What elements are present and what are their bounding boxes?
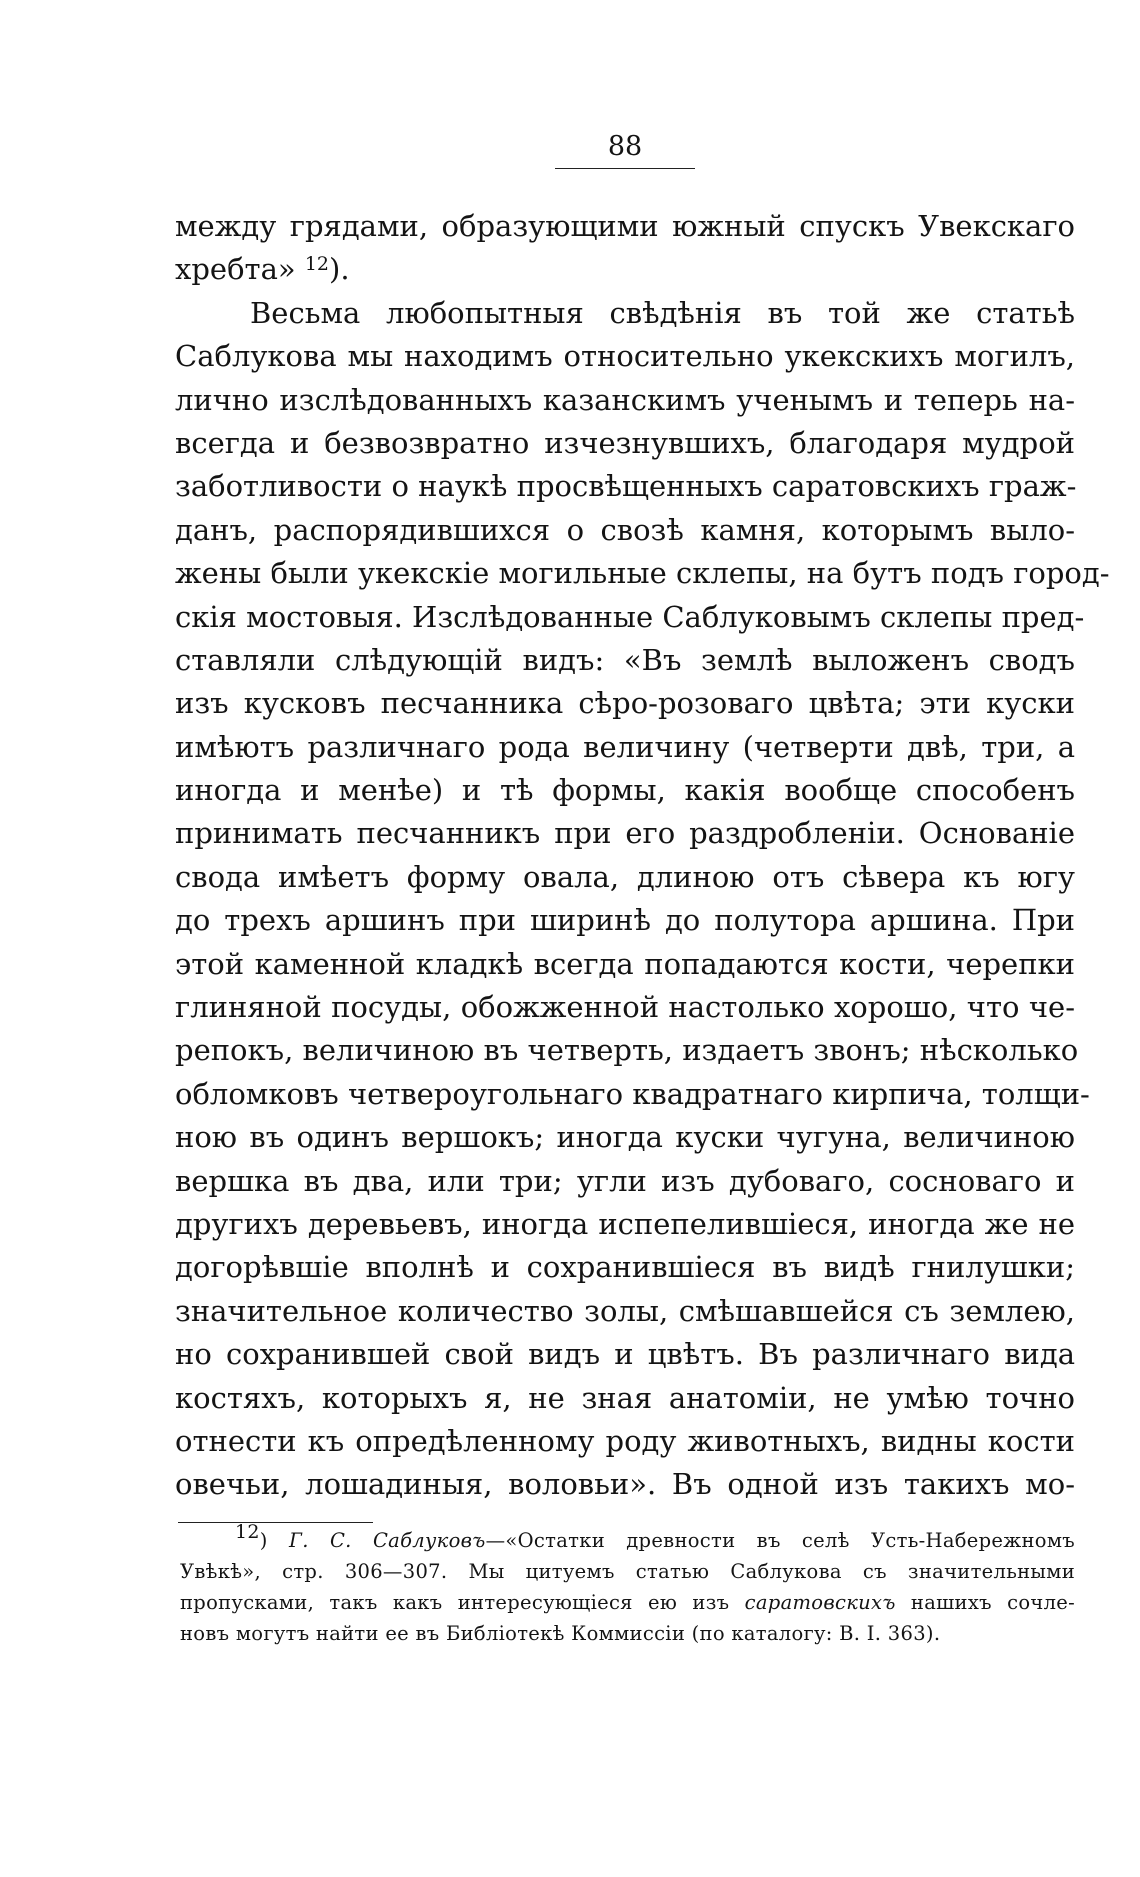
text-line: костяхъ, которыхъ я, не зная анатоміи, не умѣю точно	[175, 1380, 1075, 1415]
footnote-reference: 12	[304, 253, 330, 276]
footnote-author: Г. С. Саблуковъ	[288, 1529, 486, 1552]
text-line: всегда и безвозвратно изчезнувшихъ, благодаря мудрой	[175, 425, 1075, 460]
text-line: скія мостовыя. Изслѣдованные Саблуковымъ склепы пред-	[175, 599, 1085, 634]
text-line: жены были укекскіе могильные склепы, на бутъ подъ город-	[175, 556, 1110, 591]
text-line: свода имѣетъ форму овала, длиною отъ сѣвера къ югу	[175, 859, 1075, 894]
text-line: другихъ деревьевъ, иногда испепелившіеся, иногда же не	[175, 1206, 1075, 1241]
text-line: вершка въ два, или три; угли изъ дубоваго, сосноваго и	[175, 1163, 1075, 1198]
footnote-line: новъ могутъ найти ее въ Библіотекѣ Коммиссіи (по каталогу: В. I. 363).	[180, 1622, 941, 1645]
text-line: между грядами, образующими южный спускъ Увекскаго	[175, 209, 1075, 243]
page-number: 88	[607, 131, 643, 162]
footnote-text: пропусками, такъ какъ интересующіеся ею изъ	[180, 1591, 730, 1614]
footnote-separator	[178, 1522, 373, 1523]
footnote-number-close: )	[259, 1529, 268, 1552]
body-text	[175, 205, 1110, 1507]
text-line: изъ кусковъ песчанника сѣро-розоваго цвѣта; эти куски	[175, 686, 1075, 721]
text-line: отнести къ опредѣленному роду животныхъ, видны кости	[175, 1423, 1075, 1458]
footnote-italic-text: саратовскихъ	[744, 1591, 896, 1614]
text-line: иногда и менѣе) и тѣ формы, какія вообще способенъ	[175, 773, 1075, 808]
text-line: Весьма любопытныя свѣдѣнія въ той же статьѣ	[250, 295, 1075, 330]
text-line: данъ, распорядившихся о свозѣ камня, которымъ выло-	[175, 512, 1075, 547]
text-line: догорѣвшіе вполнѣ и сохранившіеся въ видѣ гнилушки;	[175, 1250, 1075, 1285]
text-line: заботливости о наукѣ просвѣщенныхъ саратовскихъ граж-	[175, 469, 1077, 504]
text-line: этой каменной кладкѣ всегда попадаются кости, черепки	[175, 946, 1075, 981]
text-line: ною въ одинъ вершокъ; иногда куски чугуна, величиною	[175, 1120, 1075, 1155]
text-line: значительное количество золы, смѣшавшейся съ землею,	[175, 1293, 1075, 1328]
text-line-with-footnote-ref	[175, 248, 1075, 291]
text-line: Саблукова мы находимъ относительно укекскихъ могилъ,	[175, 339, 1075, 374]
page-number-rule	[555, 168, 695, 169]
footnote-block	[180, 1521, 1076, 1649]
footnote-line	[180, 1587, 1075, 1618]
text-fragment: хребта»	[175, 252, 296, 287]
text-line: имѣютъ различнаго рода величину (четверти двѣ, три, а	[175, 729, 1075, 764]
footnote-line: Увѣкѣ», стр. 306—307. Мы цитуемъ статью Саблукова съ значительными	[180, 1560, 1075, 1583]
footnote-line	[180, 1521, 1075, 1556]
footnote-number: 12	[235, 1521, 260, 1543]
text-line: принимать песчанникъ при его раздробленіи. Основаніе	[175, 816, 1075, 851]
text-line: овечьи, лошадиныя, воловьи». Въ одной изъ такихъ мо-	[175, 1467, 1075, 1502]
text-line: лично изслѣдованныхъ казанскимъ ученымъ и теперь на-	[175, 382, 1075, 417]
text-line: обломковъ четвероугольнаго квадратнаго кирпича, толщи-	[175, 1076, 1090, 1111]
text-line: репокъ, величиною въ четверть, издаетъ звонъ; нѣсколько	[175, 1033, 1079, 1068]
text-line: до трехъ аршинъ при ширинѣ до полутора аршина. При	[175, 903, 1075, 938]
footnote-ref-close: ).	[329, 252, 350, 287]
footnote-title: —«Остатки древности въ селѣ Усть-Набережномъ	[485, 1529, 1075, 1552]
text-line: ставляли слѣдующій видъ: «Въ землѣ выложенъ сводъ	[175, 642, 1075, 677]
footnote-text: нашихъ сочле-	[910, 1591, 1076, 1614]
text-line: но сохранившей свой видъ и цвѣтъ. Въ различнаго вида	[175, 1337, 1075, 1372]
text-line: глиняной посуды, обожженной настолько хорошо, что че-	[175, 990, 1075, 1025]
